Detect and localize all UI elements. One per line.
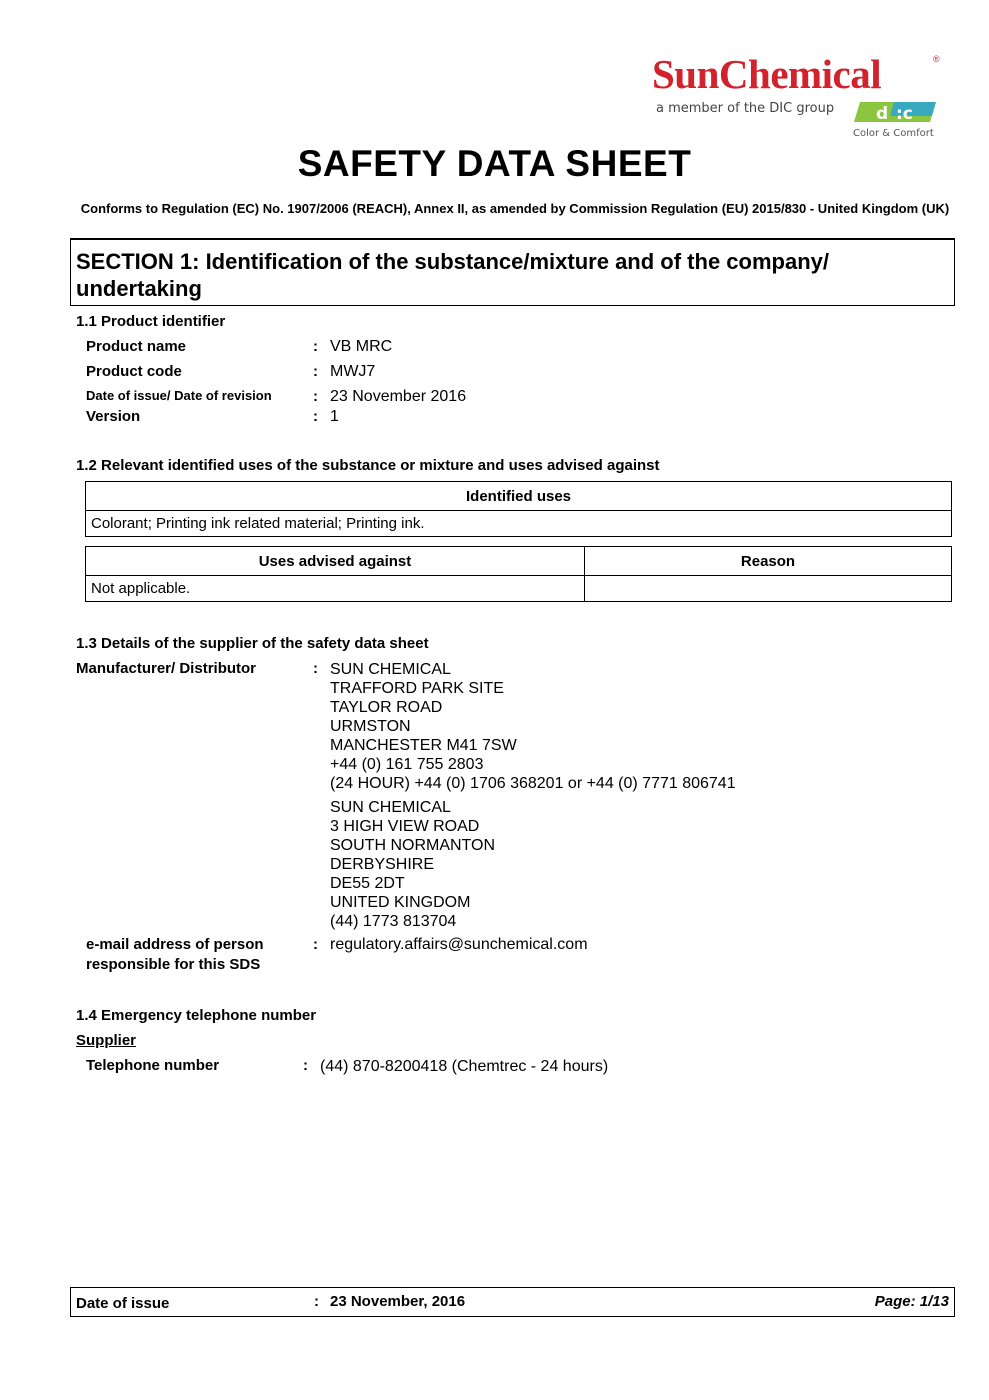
telephone-value: (44) 870-8200418 (Chemtrec - 24 hours) [320,1058,609,1075]
sunchemical-logo [640,50,950,145]
version-value: 1 [330,408,339,425]
section-1-title: SECTION 1: Identification of the substance/mixture and of the company/ undertaking [76,249,829,301]
address-line: DE55 2DT [330,875,405,892]
table-row [86,547,952,576]
heading-1-3: 1.3 Details of the supplier of the safety data sheet [76,635,429,652]
manufacturer-label: Manufacturer/ Distributor [76,660,257,677]
product-name-label: Product name [86,338,187,355]
footer-date-value: 23 November, 2016 [330,1293,466,1310]
product-name-value: VB MRC [330,338,393,355]
address-line: SUN CHEMICAL [330,799,451,816]
colon: : [313,936,318,953]
table-row [86,482,952,511]
address-line: SUN CHEMICAL [330,661,451,678]
product-code-label: Product code [86,363,182,380]
address-block-1 [330,660,736,793]
page-title: SAFETY DATA SHEET [297,143,692,184]
address-line: SOUTH NORMANTON [330,837,496,854]
colon: : [313,338,318,355]
address-line: (24 HOUR) +44 (0) 1706 368201 or +44 (0) 7771 806741 [330,775,736,792]
conforms-text: Conforms to Regulation (EC) No. 1907/2006 (REACH), Annex II, as amended by Commission Regulation (EU) 2015/830 - United Kingdom (UK) [80,201,950,216]
page-footer [70,1287,955,1317]
colon: : [313,408,318,425]
email-label-line-1: e-mail address of person [86,936,264,953]
telephone-label: Telephone number [86,1057,220,1074]
table-row [86,576,952,602]
reason-header: Reason [585,547,952,576]
uses-advised-against-table [85,546,952,602]
logo-member-text: a member of the DIC group [656,101,835,116]
heading-1-1: 1.1 Product identifier [76,313,226,330]
address-line: TRAFFORD PARK SITE [330,680,504,697]
colon: : [313,388,318,405]
address-line: DERBYSHIRE [330,856,435,873]
address-line: (44) 1773 813704 [330,913,457,930]
reason-value [585,576,952,602]
page-number: Page: 1/13 [874,1293,949,1310]
address-line: +44 (0) 161 755 2803 [330,756,484,773]
colon: : [313,363,318,380]
supplier-label: Supplier [76,1032,137,1049]
identified-uses-header: Identified uses [86,482,952,511]
date-of-issue-value: 23 November 2016 [330,388,467,405]
colon: : [313,660,318,677]
address-line: TAYLOR ROAD [330,699,443,716]
dic-logo-icon [854,100,936,124]
colon: : [314,1293,319,1310]
registered-mark-icon: ® [933,54,940,64]
uses-advised-against-header: Uses advised against [86,547,585,576]
svg-text:d: d [876,104,889,124]
section-1-header [70,238,955,306]
address-line: URMSTON [330,718,411,735]
heading-1-4: 1.4 Emergency telephone number [76,1007,317,1024]
address-line: UNITED KINGDOM [330,894,471,911]
uses-advised-against-value: Not applicable. [86,576,585,602]
address-block-2 [330,798,495,931]
email-label-line-2: responsible for this SDS [86,956,261,973]
identified-uses-table [85,481,952,537]
logo-tagline: Color & Comfort [853,128,934,139]
version-label: Version [86,408,141,425]
product-code-value: MWJ7 [330,363,376,380]
colon: : [303,1057,308,1074]
logo-name: SunChemical [652,51,882,97]
date-of-issue-label: Date of issue/ Date of revision [86,388,272,403]
table-row [86,511,952,537]
identified-uses-value: Colorant; Printing ink related material; Printing ink. [86,511,952,537]
address-line: 3 HIGH VIEW ROAD [330,818,480,835]
address-line: MANCHESTER M41 7SW [330,737,517,754]
heading-1-2: 1.2 Relevant identified uses of the substance or mixture and uses advised against [76,457,660,474]
svg-text::c: :c [896,104,913,124]
footer-date-label: Date of issue [76,1295,170,1312]
email-value[interactable]: regulatory.affairs@sunchemical.com [330,936,588,953]
